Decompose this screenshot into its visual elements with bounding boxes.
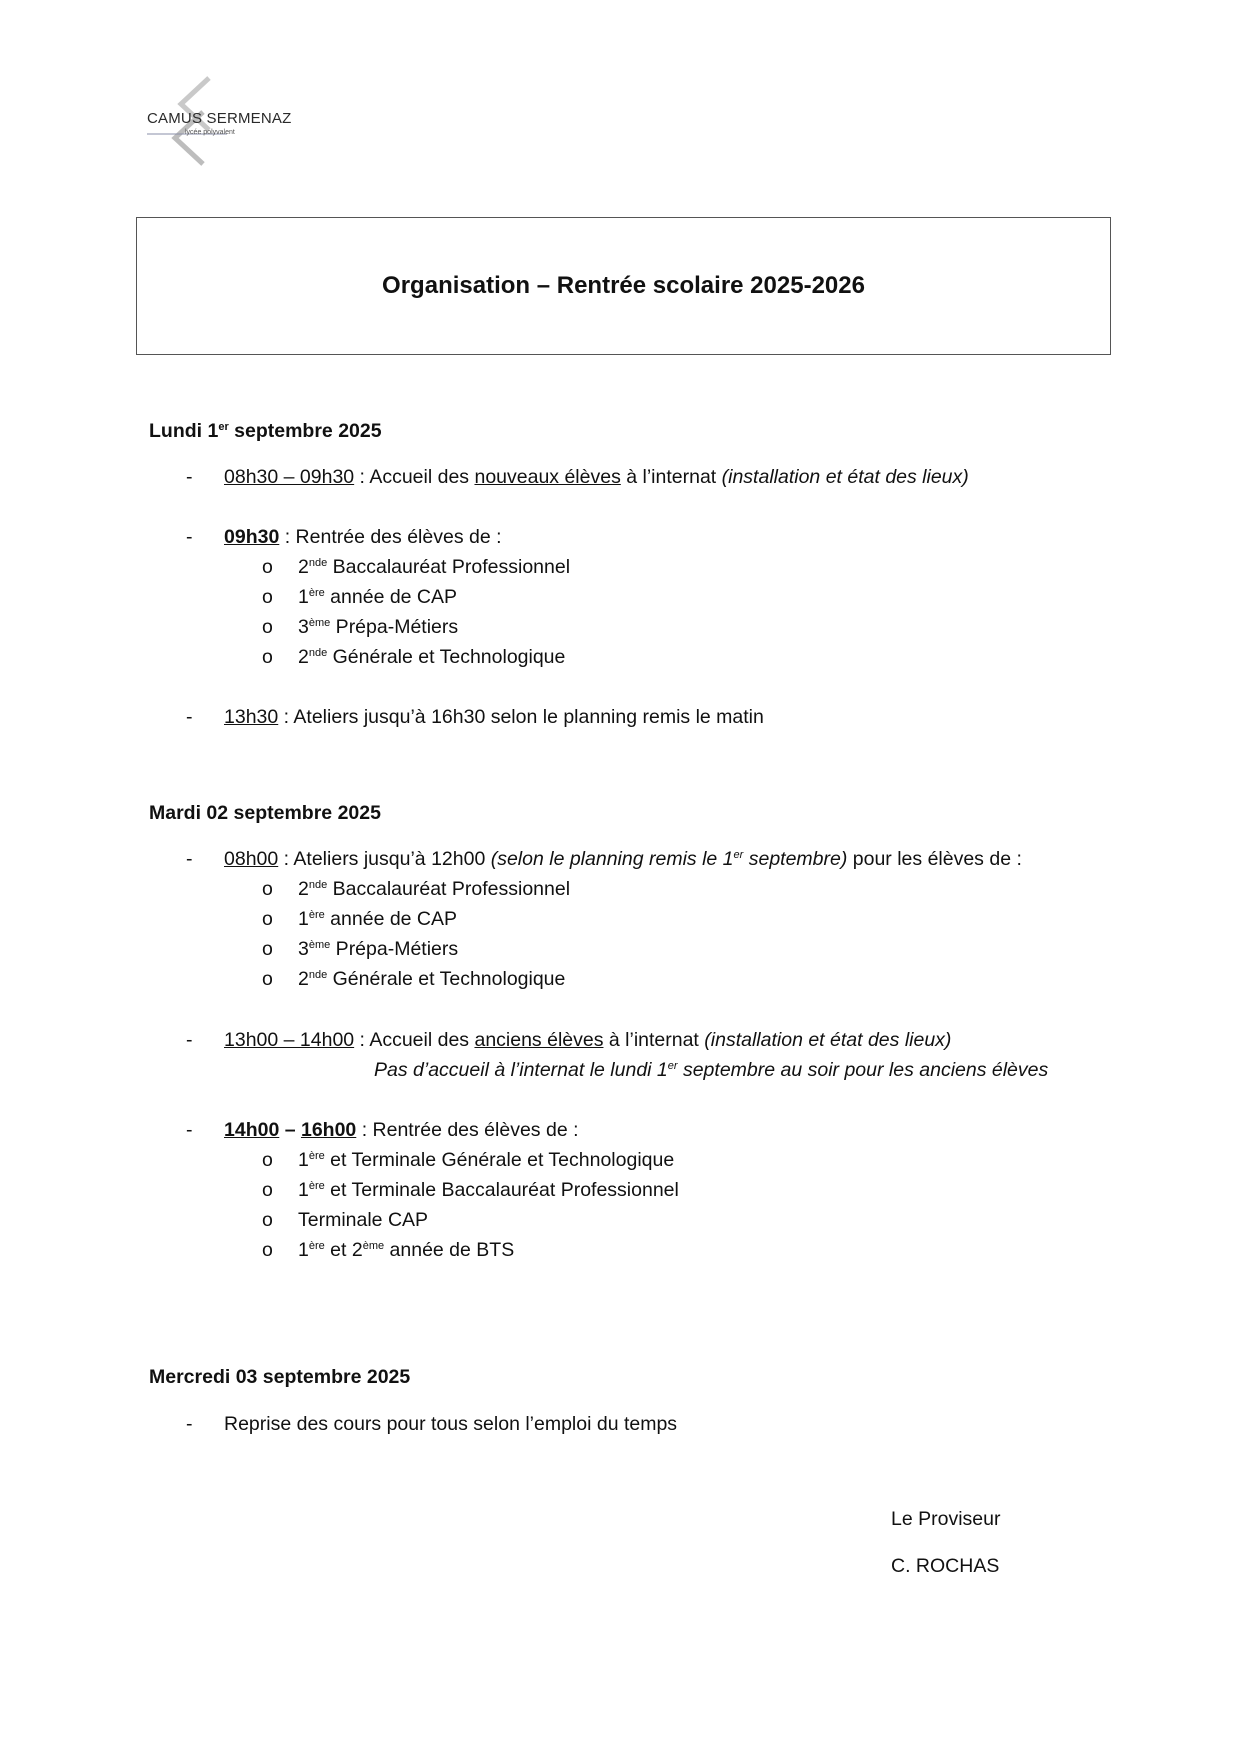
day2-item1-i1: (selon le planning remis le 1 [490, 848, 734, 870]
day2-internat-note [374, 1059, 1048, 1082]
circle-bullet: o [262, 1179, 273, 1201]
list-item-text: Baccalauréat Professionnel [327, 878, 571, 900]
list-item-sup: ère [308, 1150, 325, 1162]
dash-bullet: - [186, 526, 193, 548]
day1-item-rentree [224, 526, 502, 549]
logo-name: CAMUS SERMENAZ [147, 110, 292, 127]
list-item-pre: 2 [298, 556, 309, 578]
day3-item: Reprise des cours pour tous selon l’emploi du temps [224, 1413, 678, 1435]
dash-bullet: - [186, 1119, 193, 1141]
day2-item2-b: à l’internat [603, 1029, 705, 1051]
list-item [298, 1179, 679, 1202]
day2-item1-isup: er [733, 849, 744, 861]
dash-bullet: - [186, 848, 193, 870]
day2-item1-a: : Ateliers jusqu’à 12h00 [278, 848, 491, 870]
list-item-sup: nde [308, 969, 328, 981]
list-item-pre: 1 [298, 586, 309, 608]
day1-item1-a: : Accueil des [354, 466, 475, 488]
day1-item2-text: : Rentrée des élèves de : [279, 526, 502, 548]
dash-bullet: - [186, 466, 193, 488]
list-item-sup: ème [308, 939, 331, 951]
list-item [298, 616, 458, 639]
day1-heading-sup: er [218, 421, 229, 433]
day2-item1-b: pour les élèves de : [847, 848, 1022, 870]
circle-bullet: o [262, 586, 273, 608]
title-box [136, 217, 1111, 355]
day2-item3-sep: – [279, 1119, 301, 1141]
day2-item2-a: : Accueil des [354, 1029, 475, 1051]
day2-note-a: Pas d’accueil à l’internat le lundi 1 [374, 1059, 668, 1081]
day2-note-sup: er [667, 1060, 678, 1072]
day2-item-rentree [224, 1119, 579, 1142]
list-item-pre: 1 [298, 1239, 309, 1261]
circle-bullet: o [262, 556, 273, 578]
day2-item1-i2: septembre) [743, 848, 848, 870]
list-item-sup: nde [308, 647, 328, 659]
signature-role: Le Proviseur [891, 1508, 1001, 1530]
list-item-sup: nde [308, 879, 328, 891]
list-item-mid: et 2 [324, 1239, 363, 1261]
day1-item-ateliers [224, 706, 764, 729]
list-item-text: Générale et Technologique [327, 968, 566, 990]
list-item-text: Prépa-Métiers [330, 938, 459, 960]
list-item-text: année de BTS [384, 1239, 515, 1261]
list-item-text: Baccalauréat Professionnel [327, 556, 571, 578]
day1-heading [149, 420, 382, 443]
list-item [298, 938, 458, 961]
signature-name: C. ROCHAS [891, 1555, 1000, 1577]
list-item-pre: 1 [298, 1179, 309, 1201]
circle-bullet: o [262, 1209, 273, 1231]
school-logo [147, 74, 292, 170]
day1-heading-b: septembre 2025 [228, 420, 382, 442]
circle-bullet: o [262, 1149, 273, 1171]
day2-item3-time2: 16h00 [300, 1119, 357, 1141]
list-item-pre: 1 [298, 1149, 309, 1171]
circle-bullet: o [262, 1239, 273, 1261]
list-item-text: et Terminale Générale et Technologique [324, 1149, 675, 1171]
day2-item2-time: 13h00 – 14h00 [224, 1029, 355, 1051]
list-item-sup: ème [308, 617, 331, 629]
day2-heading: Mardi 02 septembre 2025 [149, 802, 381, 824]
list-item-sup: ère [308, 587, 325, 599]
day3-heading: Mercredi 03 septembre 2025 [149, 1366, 411, 1388]
day2-item1-time: 08h00 [224, 848, 279, 870]
list-item-text: Générale et Technologique [327, 646, 566, 668]
list-item [298, 586, 457, 609]
day2-item2-i: (installation et état des lieux) [704, 1029, 952, 1051]
dash-bullet: - [186, 1029, 193, 1051]
list-item-pre: 2 [298, 968, 309, 990]
list-item-sup: ère [308, 1240, 325, 1252]
list-item [298, 878, 570, 901]
day1-item1-i: (installation et état des lieux) [721, 466, 969, 488]
day2-item-ateliers [224, 848, 1022, 871]
circle-bullet: o [262, 878, 273, 900]
list-item-pre: 2 [298, 646, 309, 668]
dash-bullet: - [186, 1413, 193, 1435]
day2-item2-u: anciens élèves [474, 1029, 604, 1051]
list-item-text: Prépa-Métiers [330, 616, 459, 638]
day2-item3-time1: 14h00 [224, 1119, 280, 1141]
list-item-pre: 2 [298, 878, 309, 900]
day1-heading-a: Lundi 1 [149, 420, 219, 442]
day1-item1-time: 08h30 – 09h30 [224, 466, 355, 488]
list-item-text: et Terminale Baccalauréat Professionnel [324, 1179, 679, 1201]
page-title: Organisation – Rentrée scolaire 2025-2026 [382, 272, 865, 299]
day1-item-internat [224, 466, 969, 489]
day2-item-internat [224, 1029, 951, 1052]
list-item-text: année de CAP [324, 908, 458, 930]
day1-item3-time: 13h30 [224, 706, 279, 728]
logo-subtitle: lycée polyvalent [185, 129, 235, 136]
day1-item1-b: à l’internat [620, 466, 722, 488]
day2-note-b: septembre au soir pour les anciens élèves [677, 1059, 1049, 1081]
circle-bullet: o [262, 938, 273, 960]
list-item-text: année de CAP [324, 586, 458, 608]
list-item-pre: Terminale CAP [298, 1209, 429, 1231]
circle-bullet: o [262, 908, 273, 930]
dash-bullet: - [186, 706, 193, 728]
circle-bullet: o [262, 646, 273, 668]
list-item [298, 1239, 514, 1262]
circle-bullet: o [262, 616, 273, 638]
list-item-sup2: ème [362, 1240, 385, 1252]
list-item-sup: ère [308, 1180, 325, 1192]
list-item [298, 1209, 428, 1232]
list-item [298, 968, 565, 991]
list-item-sup: ère [308, 909, 325, 921]
day1-item3-text: : Ateliers jusqu’à 16h30 selon le planning remis le matin [278, 706, 764, 728]
day1-item1-u: nouveaux élèves [474, 466, 621, 488]
list-item-pre: 3 [298, 938, 309, 960]
day1-item2-time: 09h30 [224, 526, 280, 548]
list-item [298, 646, 565, 669]
list-item [298, 908, 457, 931]
list-item [298, 1149, 674, 1172]
list-item-pre: 3 [298, 616, 309, 638]
list-item [298, 556, 570, 579]
circle-bullet: o [262, 968, 273, 990]
list-item-pre: 1 [298, 908, 309, 930]
list-item-sup: nde [308, 557, 328, 569]
day2-item3-text: : Rentrée des élèves de : [356, 1119, 579, 1141]
